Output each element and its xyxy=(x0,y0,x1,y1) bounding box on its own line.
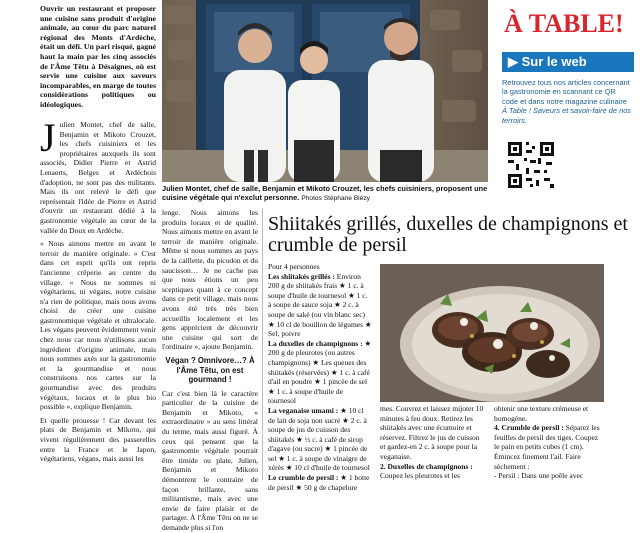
recipe-step-2-text: Coupez les pleurotes et les xyxy=(380,471,460,481)
sidebar-text xyxy=(502,78,632,125)
dish-photo-illustration xyxy=(380,264,604,402)
recipe-step-3-continued: obtenir une texture crémeuse et homogène. xyxy=(494,404,589,423)
col2-paragraph-1: lenge. Nous aimons les produits locaux et de qualité. Nous aimons mettre en avant le terroir de manière originale. Même si nous sommes au pays de la caillette, du picodon et du saucisson… Je ne cache pas que nous étions un peu sceptiques quant à ce concept dans ce petit village, mais nous avons été très très bien accueillis localement et les gens apprécient de découvrir une cuisine qui sort de l'ordinaire », ajoute Benjamin. xyxy=(162,208,258,352)
ingredient-head-crumble: Le crumble de persil : xyxy=(268,473,339,483)
web-arrow-icon: ▶ xyxy=(508,54,522,69)
ingredient-list-crumble: ★ 1 botte de persil ★ 50 g de chapelure xyxy=(268,473,370,492)
recipe-step-1-continued: mes. Couvrez et laissez mijoter 10 minutes à feu doux. Retirez les shiitakés avec une écumoire et réservez. Filtrez le jus de cuisson et gardez-en 2 c. à soupe pour la veganaise. xyxy=(380,404,484,461)
recipe-headline: Shiitakés grillés, duxelles de champignons et crumble de persil xyxy=(268,213,628,256)
col2-paragraph-2: Car c'est bien là le caractère particulier de la cuisine de Benjamin et Mikoto, « extraordinaire » au sens littéral du terme, mais aussi figuré. À ceux qui pensent que la gastronomie végétale pourrait être timide ou plate, Julien, Benjamin et Mikoto démontrent le contraire de façon brillante, sans militantisme, mais avec une envie de faire plaisir et de partager. À l'Âme Têtu on ne se demande plus si l'on xyxy=(162,388,258,532)
intro-paragraph xyxy=(40,4,156,112)
ingredient-head-shiitake: Les shiitakés grillés : xyxy=(268,271,335,281)
recipe-steps-column-2 xyxy=(380,404,484,480)
ingredient-head-duxelles: La duxelles de champignons : xyxy=(268,338,363,348)
ingredient-head-veganaise: La veganaise umami : xyxy=(268,405,339,415)
article-column-2 xyxy=(162,208,258,532)
sur-le-web-banner xyxy=(502,52,634,72)
col1-paragraph-2: « Nous aimons mettre en avant le terroir de manière originale. » C'est dans cet esprit qu'ils ont repris l'ancienne crêperie au centre du village. « Nous ne sommes ni végétariens, ni végans, notre cuisine n'a rien de politique, mais nous avons choisi de créer une cuisine gastronomique végétale et ultralocale. Les végans peuvent évidemment venir chez nous car nous n'utilisons aucun ingrédient d'origine animale, mais nous sommes axés sur la gastronomie et la gourmandise et nous construisons nos cartes sur la gourmandise avec des produits végétaux, locaux et le plus bio possible », explique Benjamin. xyxy=(40,239,156,412)
recipe-step-4-item: - Persil : Dans une poêle avec xyxy=(494,471,584,481)
recipe-step-2-title: 2. Duxelles de champignons : xyxy=(380,461,473,471)
ingredient-list-shiitake: Environ 200 g de shiitakés frais ★ 1 c. à soupe d'huile de tournesol ★ 1 c. à soupe de sauce soja ★ 2 c. à soupe de saké (ou vin blanc sec) ★ 10 cl de bouillon de légumes ★ Sel, poivre xyxy=(268,271,372,339)
sidebar-text-magazine: À Table ! Saveurs et savoir-faire de nos terroirs. xyxy=(502,106,631,125)
ingredient-list-veganaise: ★ 10 cl de lait de soja non sucré ★ 2 c. à soupe de jus de cuisson des shiitakés ★ ½ c. à café de sirop d'agave (ou sucre) ★ 1 pincée de sel ★ 1 c. à soupe de vinaigre de xérès ★ 10 cl d'huile de tournesol xyxy=(268,405,370,473)
logo-text: À TABLE! xyxy=(504,9,624,38)
col1-paragraph-3: Et quelle prouesse ! Car devant les plats de Benjamin et Mikoto, qui vivent régulièrement des passerelles entre la France et le Japon, végétariens, végans, mais aussi les xyxy=(40,415,156,464)
article-column-1 xyxy=(40,115,156,480)
photo-credit: Photos Stéphane Blézy xyxy=(301,195,370,202)
caption-text: Julien Montet, chef de salle, Benjamin et Mikoto Crouzet, les chefs cuisiniers, proposent une cuisine végétale qui n'exclut personne. xyxy=(162,184,488,202)
chefs-photo-illustration xyxy=(162,0,488,182)
sidebar-text-body: Retrouvez tous nos articles concernant la gastronomie en scannant ce QR code et dans notre magazine culinaire xyxy=(502,78,630,106)
col1-paragraph-1: ulien Montet, chef de salle, Benjamin et Mikoto Crouzet, les chefs cuisiniers et les propriétaires auxquels ils sont associés, Didier Pierre et Astrid Lenaerts, Belges et Ardéchois d'adoption, ne sont pas des militants. Mais ils ont relevé le défi que représentait l'idée de Pierre et Astrid d'ouvrir un restaurant dédié à la gastronomie végétale au cœur de la vallée du Doux en Ardèche. xyxy=(40,120,156,235)
recipe-step-4-text: Séparez les feuilles de persil des tiges. Coupez le pain en petits cubes (1 cm). Émincez finement l'ail. Faire sèchement : xyxy=(494,423,600,471)
dropcap: J xyxy=(40,115,56,160)
col2-subhead: Végan ? Omnivore…? À l'Âme Têtu, on est gourmand ! xyxy=(165,355,255,385)
dish-photo xyxy=(380,264,604,402)
intro-text: Ouvrir un restaurant et proposer une cuisine sans produit d'origine animale, au cœur du parc naturel régional des Monts d'Ardèche, était un défi. Un pari risqué, gagné haut la main par les cinq associés de l'Âme Têtu à Désaignes, où est servie une cuisine aux saveurs incomparables, en marge de toutes considérations politiques ou idéologiques. xyxy=(40,4,156,109)
recipe-step-4-title: 4. Crumble de persil : xyxy=(494,423,564,433)
chefs-photo xyxy=(162,0,488,182)
recipe-steps-column-3 xyxy=(494,404,602,480)
recipe-servings: Pour 4 personnes xyxy=(268,262,320,271)
a-table-logo xyxy=(500,4,636,40)
qr-code[interactable] xyxy=(506,140,556,190)
recipe-ingredients xyxy=(268,262,372,492)
a-table-logo-graphic xyxy=(500,4,636,40)
qr-code-icon[interactable] xyxy=(506,140,556,190)
photo-caption xyxy=(162,184,488,203)
sur-le-web-label: Sur le web xyxy=(521,54,587,69)
column-divider xyxy=(262,208,263,480)
ingredient-list-duxelles: ★ 200 g de pleurotes (ou autres champignons) ★ Les queues des shiitakés (réservées) ★ 1 c. à café d'ail en poudre ★ 1 pincée de sel ★ 1 c. à soupe d'huile de tournesol xyxy=(268,338,372,406)
